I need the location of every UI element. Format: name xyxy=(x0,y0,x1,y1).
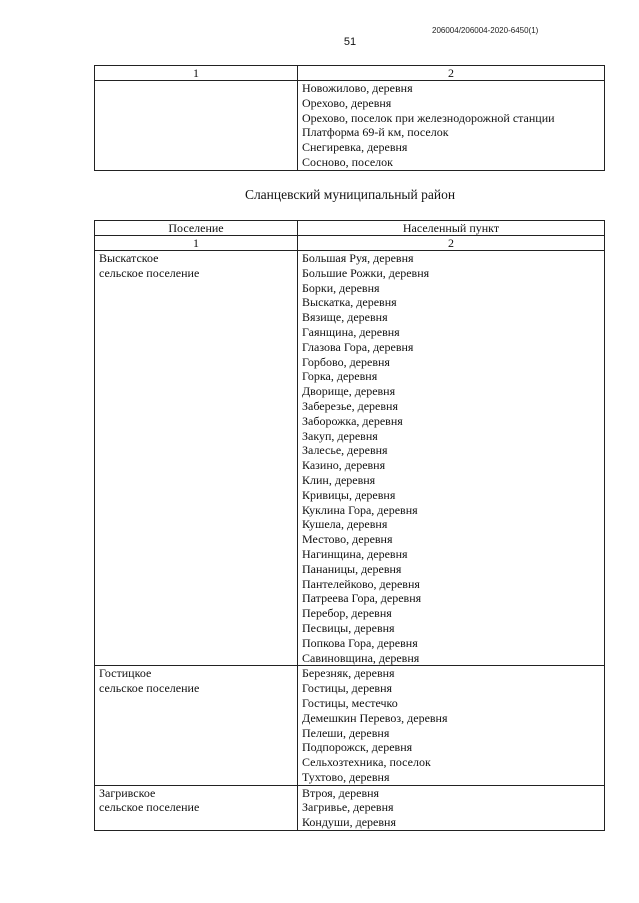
settlement-name: сельское поселение xyxy=(99,800,200,815)
places-cell xyxy=(298,666,605,785)
locality-item: Савиновщина, деревня xyxy=(302,650,420,665)
locality-item: Борки, деревня xyxy=(302,280,380,295)
settlement-cell xyxy=(95,81,298,171)
places-cell xyxy=(298,785,605,830)
locality-item: Патреева Гора, деревня xyxy=(302,591,422,606)
document-id: 206004/206004-2020-6450(1) xyxy=(432,26,539,35)
settlement-name: Выскатское xyxy=(99,251,159,265)
locality-item: Тухтово, деревня xyxy=(302,769,390,784)
locality-item: Кушела, деревня xyxy=(302,517,388,532)
locality-item: Загривье, деревня xyxy=(302,800,394,815)
locality-item: Большая Руя, деревня xyxy=(302,251,414,265)
table-row xyxy=(95,251,605,666)
locality-item: Глазова Гора, деревня xyxy=(302,339,414,354)
page-number: 51 xyxy=(343,36,357,48)
locality-item: Горбово, деревня xyxy=(302,354,390,369)
locality-item: Орехово, поселок при железнодорожной станции xyxy=(302,110,555,125)
locality-item: Демешкин Перевоз, деревня xyxy=(302,710,448,725)
locality-item: Сельхозтехника, поселок xyxy=(302,755,431,770)
locality-item: Пантелейково, деревня xyxy=(302,576,420,591)
header-settlement: Поселение xyxy=(95,221,298,236)
locality-item: Выскатка, деревня xyxy=(302,295,397,310)
locality-item: Попкова Гора, деревня xyxy=(302,635,418,650)
settlement-cell xyxy=(95,251,298,666)
column-number-2: 2 xyxy=(298,236,605,251)
table-row xyxy=(95,666,605,785)
locality-item: Залесье, деревня xyxy=(302,443,388,458)
locality-item: Куклина Гора, деревня xyxy=(302,502,418,517)
locality-item: Нагинщина, деревня xyxy=(302,546,408,561)
column-number-1: 1 xyxy=(95,66,298,81)
locality-item: Песвицы, деревня xyxy=(302,620,395,635)
locality-item: Кондуши, деревня xyxy=(302,815,396,830)
locality-item: Местово, деревня xyxy=(302,532,393,547)
places-cell xyxy=(298,251,605,666)
settlement-name: сельское поселение xyxy=(99,681,200,696)
locality-item: Пананицы, деревня xyxy=(302,561,402,576)
continued-table xyxy=(94,65,605,171)
table-header-row xyxy=(95,221,605,236)
locality-item: Большие Рожки, деревня xyxy=(302,265,430,280)
locality-item: Втроя, деревня xyxy=(302,785,380,800)
locality-item: Платформа 69-й км, поселок xyxy=(302,125,449,140)
locality-item: Подпорожск, деревня xyxy=(302,740,413,755)
column-number-row xyxy=(95,66,605,81)
locality-item: Орехово, деревня xyxy=(302,95,392,110)
places-cell xyxy=(298,81,605,171)
locality-item: Березняк, деревня xyxy=(302,666,395,681)
locality-item: Гостицы, местечко xyxy=(302,695,398,710)
column-number-1: 1 xyxy=(95,236,298,251)
locality-item: Гостицы, деревня xyxy=(302,681,393,696)
locality-item: Вязище, деревня xyxy=(302,310,388,325)
column-number-row xyxy=(95,236,605,251)
locality-item: Кривицы, деревня xyxy=(302,487,396,502)
settlement-name: Гостицкое xyxy=(99,666,152,681)
header-locality: Населенный пункт xyxy=(298,221,605,236)
locality-item: Перебор, деревня xyxy=(302,606,392,621)
section-title: Сланцевский муниципальный район xyxy=(244,187,456,202)
locality-item: Заберезье, деревня xyxy=(302,398,398,413)
locality-item: Сосново, поселок xyxy=(302,154,393,169)
locality-item: Горка, деревня xyxy=(302,369,378,384)
locality-item: Клин, деревня xyxy=(302,472,376,487)
settlement-cell xyxy=(95,785,298,830)
locality-item: Пелеши, деревня xyxy=(302,725,390,740)
locality-item: Заборожка, деревня xyxy=(302,413,403,428)
settlements-table xyxy=(94,220,605,831)
settlement-name: сельское поселение xyxy=(99,265,200,280)
table-row xyxy=(95,785,605,830)
locality-item: Новожилово, деревня xyxy=(302,81,413,95)
settlement-name: Загривское xyxy=(99,785,156,800)
locality-item: Закуп, деревня xyxy=(302,428,378,443)
table-row xyxy=(95,81,605,171)
locality-item: Снегиревка, деревня xyxy=(302,140,408,155)
settlement-cell xyxy=(95,666,298,785)
locality-item: Гаянщина, деревня xyxy=(302,324,400,339)
column-number-2: 2 xyxy=(298,66,605,81)
locality-item: Дворище, деревня xyxy=(302,384,396,399)
locality-item: Казино, деревня xyxy=(302,458,386,473)
